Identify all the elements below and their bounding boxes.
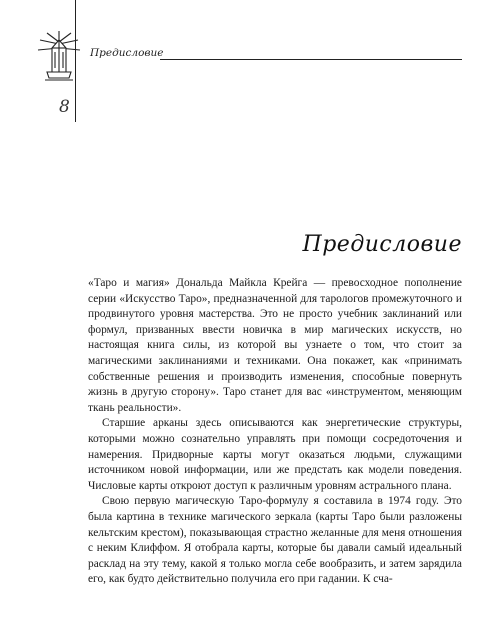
paragraph: «Таро и магия» Дональда Майкла Крейга — превосходное пополнение серии «Искусство Таро», предназначенной для тарологов промежуточного и продвинутого уровня мастерства. Это не просто учебник заклинаний или формул, призванных ввести новичка в мир магических искусств, но настоящая книга силы, из которой вы узнаете о том, что стоит за магическими заклинаниями и техниками. Она покажет, как «принимать собственные решения и производить изменения, способные повернуть жизнь в другую сторону». Таро станет для вас «инструментом, меняющим ткань реальности». [88,277,462,414]
crystal-icon [35,28,83,86]
paragraph: Свою первую магическую Таро-формулу я составила в 1974 году. Это была картина в технике магического зеркала (карты Таро были разложены кельтским крестом), показывающая страстно желанные для меня отношения с неким Клиффом. Я отобрала карты, которые бы давали самый идеальный расклад на эту тему, какой я только могла себе вообразить, и затем зарядила его, как будто действительно получила его при гадании. К сча- [88,495,462,586]
running-head: Предисловие [90,47,164,59]
page-number: 8 [59,97,70,117]
body-text [88,276,462,588]
paragraph: Старшие арканы здесь описываются как энергетические структуры, которыми можно сознательно управлять при помощи сосредоточения и намерения. Придворные карты могут оказаться людьми, служащими источником новой информации, или же предстать как модели поведения. Числовые карты откроют доступ к различным уровням астрального плана. [88,417,462,492]
chapter-title: Предисловие [302,232,462,257]
header-rule [160,59,462,60]
